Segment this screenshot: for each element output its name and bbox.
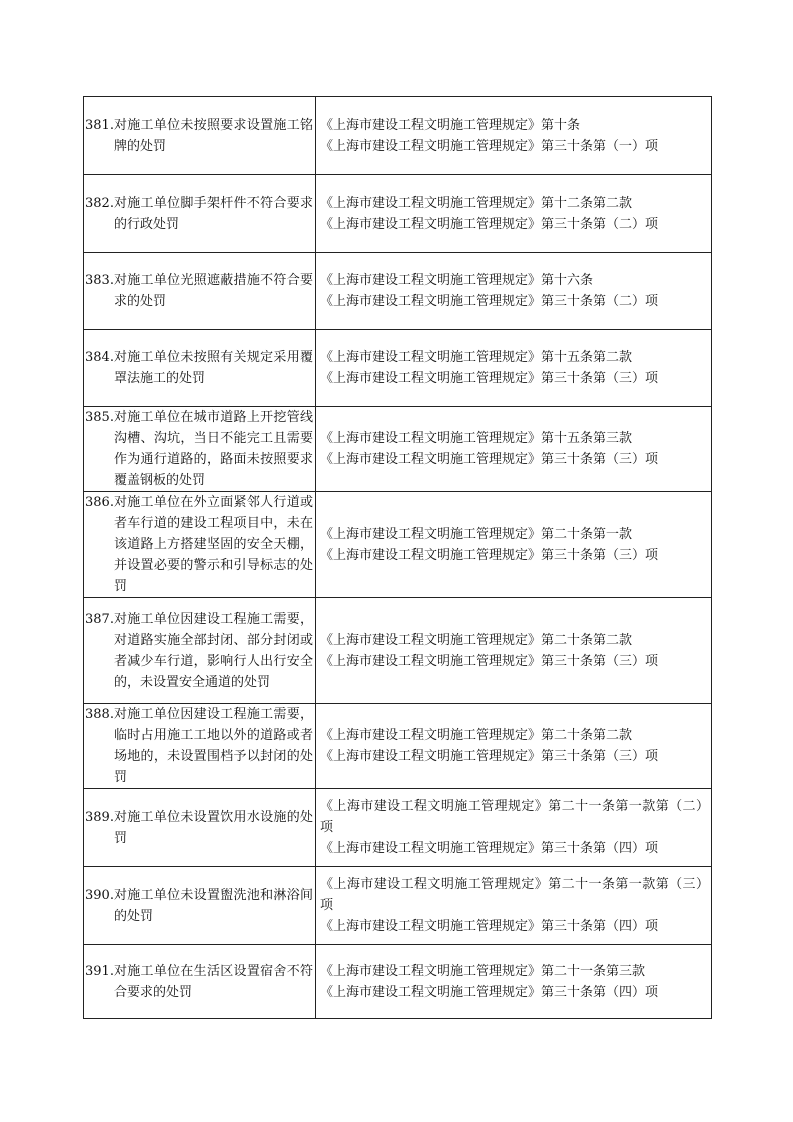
table-row (84, 330, 712, 407)
basis-line: 《上海市建设工程文明施工管理规定》第二十条第二款 (320, 632, 633, 648)
item-number: 385. (85, 410, 114, 425)
basis-line: 《上海市建设工程文明施工管理规定》第十二条第二款 (320, 195, 633, 211)
basis-line: 《上海市建设工程文明施工管理规定》第三十条第（四）项 (320, 919, 659, 934)
basis-line: 《上海市建设工程文明施工管理规定》第二十一条第一款第（二）项 (320, 799, 709, 835)
item-cell (84, 789, 316, 867)
item-title: 对施工单位在城市道路上开挖管线沟槽、沟坑，当日不能完工且需要作为通行道路的，路面未按照要求覆盖钢板的处罚 (113, 410, 313, 488)
basis-line: 《上海市建设工程文明施工管理规定》第三十条第（一）项 (320, 138, 659, 154)
item-cell (84, 492, 316, 598)
table-row (84, 704, 712, 789)
item-cell (84, 253, 316, 330)
item-cell (84, 598, 316, 704)
basis-cell (316, 945, 712, 1019)
table-row (84, 97, 712, 175)
item-number: 390. (85, 887, 114, 903)
basis-cell (316, 330, 712, 407)
item-number: 381. (85, 117, 114, 133)
item-title: 对施工单位在生活区设置宿舍不符合要求的处罚 (113, 963, 313, 1000)
regulation-table-body (84, 97, 712, 1019)
basis-line: 《上海市建设工程文明施工管理规定》第二十一条第一款第（三）项 (320, 877, 709, 913)
table-row (84, 789, 712, 867)
table-row (84, 175, 712, 253)
item-number: 386. (85, 495, 114, 510)
item-title: 对施工单位光照遮蔽措施不符合要求的处罚 (113, 273, 313, 309)
item-cell (84, 945, 316, 1019)
basis-line: 《上海市建设工程文明施工管理规定》第三十条第（三）项 (320, 452, 659, 467)
table-row (84, 598, 712, 704)
item-cell (84, 704, 316, 789)
item-number: 384. (85, 350, 114, 365)
table-row (84, 253, 712, 330)
item-title: 对施工单位未设置饮用水设施的处罚 (113, 809, 313, 846)
item-title: 对施工单位因建设工程施工需要，对道路实施全部封闭、部分封闭或者减少车行道，影响行人出行安全的，未设置安全通道的处罚 (113, 611, 313, 690)
basis-line: 《上海市建设工程文明施工管理规定》第三十条第（三）项 (320, 749, 659, 764)
table-row (84, 407, 712, 492)
basis-cell (316, 97, 712, 175)
basis-line: 《上海市建设工程文明施工管理规定》第三十条第（二）项 (320, 294, 659, 309)
item-number: 391. (85, 963, 114, 979)
item-number: 388. (85, 707, 114, 722)
basis-line: 《上海市建设工程文明施工管理规定》第三十条第（四）项 (320, 841, 659, 856)
basis-line: 《上海市建设工程文明施工管理规定》第十六条 (320, 273, 594, 288)
basis-cell (316, 407, 712, 492)
basis-line: 《上海市建设工程文明施工管理规定》第二十条第二款 (320, 728, 633, 743)
item-number: 382. (85, 195, 114, 211)
item-number: 387. (85, 611, 114, 627)
basis-cell (316, 704, 712, 789)
item-cell (84, 407, 316, 492)
basis-line: 《上海市建设工程文明施工管理规定》第二十条第一款 (320, 526, 633, 542)
item-cell (84, 330, 316, 407)
basis-line: 《上海市建设工程文明施工管理规定》第十五条第三款 (320, 431, 633, 446)
basis-line: 《上海市建设工程文明施工管理规定》第二十一条第三款 (320, 963, 646, 979)
basis-line: 《上海市建设工程文明施工管理规定》第十条 (320, 117, 581, 133)
item-cell (84, 97, 316, 175)
basis-cell (316, 789, 712, 867)
basis-line: 《上海市建设工程文明施工管理规定》第三十条第（二）项 (320, 216, 659, 232)
basis-cell (316, 175, 712, 253)
basis-line: 《上海市建设工程文明施工管理规定》第三十条第（三）项 (320, 653, 659, 669)
table-row (84, 867, 712, 945)
item-title: 对施工单位未按照有关规定采用覆罩法施工的处罚 (113, 350, 313, 386)
item-title: 对施工单位未设置盥洗池和淋浴间的处罚 (113, 887, 313, 924)
basis-line: 《上海市建设工程文明施工管理规定》第三十条第（四）项 (320, 984, 659, 1000)
item-title: 对施工单位在外立面紧邻人行道或者车行道的建设工程项目中，未在该道路上方搭建坚固的安全天棚，并设置必要的警示和引导标志的处罚 (113, 495, 313, 594)
table-row (84, 492, 712, 598)
basis-cell (316, 867, 712, 945)
basis-cell (316, 253, 712, 330)
item-number: 389. (85, 809, 114, 825)
basis-cell (316, 598, 712, 704)
item-number: 383. (85, 273, 114, 288)
table-row (84, 945, 712, 1019)
item-title: 对施工单位脚手架杆件不符合要求的行政处罚 (113, 195, 313, 232)
regulation-table (83, 96, 712, 1019)
item-title: 对施工单位因建设工程施工需要，临时占用施工工地以外的道路或者场地的，未设置围档予以封闭的处罚 (113, 707, 313, 785)
basis-cell (316, 492, 712, 598)
item-cell (84, 175, 316, 253)
basis-line: 《上海市建设工程文明施工管理规定》第三十条第（三）项 (320, 371, 659, 386)
basis-line: 《上海市建设工程文明施工管理规定》第十五条第二款 (320, 350, 633, 365)
item-cell (84, 867, 316, 945)
basis-line: 《上海市建设工程文明施工管理规定》第三十条第（三）项 (320, 547, 659, 563)
item-title: 对施工单位未按照要求设置施工铭牌的处罚 (113, 117, 313, 154)
